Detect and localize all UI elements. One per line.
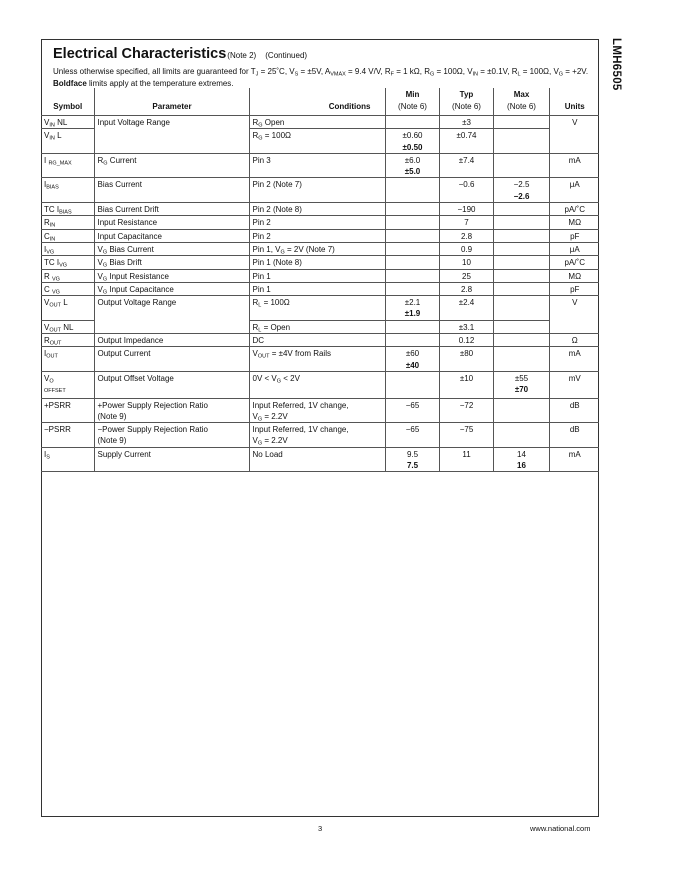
table-row bbox=[41, 269, 599, 282]
parameter-cell: Output Offset Voltage bbox=[94, 371, 249, 398]
conditions-cell: $R_L = 100\Omega$ bbox=[249, 296, 385, 321]
symbol-cell: +PSRR bbox=[41, 398, 94, 423]
symbol-cell: −PSRR bbox=[41, 423, 94, 448]
parameter-cell: Input Voltage Range bbox=[94, 116, 249, 154]
parameter-cell: Output Impedance bbox=[94, 334, 249, 347]
symbol-cell: $V_{OUT}$ NL bbox=[41, 320, 94, 333]
max-cell bbox=[493, 203, 549, 216]
header-symbol: Symbol bbox=[41, 88, 94, 116]
units-cell: dB bbox=[549, 398, 599, 423]
conditions-cell: $R_G = 100\Omega$ bbox=[249, 129, 385, 154]
parameter-cell: $V_G$ Input Capacitance bbox=[94, 282, 249, 295]
max-cell bbox=[493, 229, 549, 242]
max-cell bbox=[493, 334, 549, 347]
units-cell: μA bbox=[549, 178, 599, 203]
parameter-cell: Input Capacitance bbox=[94, 229, 249, 242]
typ-cell: −190 bbox=[439, 203, 493, 216]
symbol-cell: $V_{IN}$ L bbox=[41, 129, 94, 154]
symbol-cell: $R_{OUT}$ bbox=[41, 334, 94, 347]
parameter-cell: Output Voltage Range bbox=[94, 296, 249, 334]
units-cell: mV bbox=[549, 371, 599, 398]
parameter-cell: $R_G$ Current bbox=[94, 153, 249, 178]
parameter-cell: $V_G$ Input Resistance bbox=[94, 269, 249, 282]
typ-cell: 11 bbox=[439, 447, 493, 472]
conditions-cell: $V_{OUT} = \pm 4V$ from Rails bbox=[249, 347, 385, 372]
symbol-cell: $R_{IN}$ bbox=[41, 216, 94, 229]
min-cell: ±2.1 ±1.9 bbox=[385, 296, 439, 321]
symbol-cell: $V_{OUT}$ L bbox=[41, 296, 94, 321]
typ-cell: ±10 bbox=[439, 371, 493, 398]
parameter-cell: Bias Current bbox=[94, 178, 249, 203]
min-cell bbox=[385, 116, 439, 129]
symbol-cell: I $_{RG\_MAX}$ bbox=[41, 153, 94, 178]
min-cell bbox=[385, 203, 439, 216]
table-row bbox=[41, 242, 599, 255]
conditions-cell: Pin 1, $V_G = 2V$ (Note 7) bbox=[249, 242, 385, 255]
min-cell bbox=[385, 334, 439, 347]
typ-cell: 25 bbox=[439, 269, 493, 282]
min-cell bbox=[385, 178, 439, 203]
table-row bbox=[41, 447, 599, 472]
min-cell bbox=[385, 320, 439, 333]
units-cell: MΩ bbox=[549, 269, 599, 282]
typ-cell: −75 bbox=[439, 423, 493, 448]
conditions-cell: $R_G$ Open bbox=[249, 116, 385, 129]
typ-cell: 2.8 bbox=[439, 229, 493, 242]
table-row bbox=[41, 347, 599, 372]
typ-cell: −72 bbox=[439, 398, 493, 423]
symbol-cell: R $_{VG}$ bbox=[41, 269, 94, 282]
conditions-cell: Pin 2 bbox=[249, 229, 385, 242]
conditions-cell: Pin 2 bbox=[249, 216, 385, 229]
min-cell bbox=[385, 256, 439, 269]
conditions-cell: Pin 2 (Note 7) bbox=[249, 178, 385, 203]
typ-cell: ±80 bbox=[439, 347, 493, 372]
table-row bbox=[41, 116, 599, 129]
conditions-cell: No Load bbox=[249, 447, 385, 472]
max-cell bbox=[493, 153, 549, 178]
header-units: Units bbox=[549, 88, 599, 116]
typ-cell: ±3 bbox=[439, 116, 493, 129]
min-cell bbox=[385, 216, 439, 229]
max-cell: 14 16 bbox=[493, 447, 549, 472]
symbol-cell: $I_S$ bbox=[41, 447, 94, 472]
units-cell: mA bbox=[549, 347, 599, 372]
symbol-cell: $I_{OUT}$ bbox=[41, 347, 94, 372]
symbol-cell: TC $I_{VG}$ bbox=[41, 256, 94, 269]
max-cell: ±55 ±70 bbox=[493, 371, 549, 398]
units-cell: pF bbox=[549, 282, 599, 295]
parameter-cell: $V_G$ Bias Drift bbox=[94, 256, 249, 269]
header-row bbox=[41, 88, 599, 116]
min-cell: 9.5 7.5 bbox=[385, 447, 439, 472]
max-cell bbox=[493, 423, 549, 448]
parameter-cell: Input Resistance bbox=[94, 216, 249, 229]
conditions-cell: Pin 3 bbox=[249, 153, 385, 178]
max-cell bbox=[493, 216, 549, 229]
units-cell: MΩ bbox=[549, 216, 599, 229]
max-cell bbox=[493, 269, 549, 282]
conditions-cell: Input Referred, 1V change, $V_G = 2.2V$ bbox=[249, 398, 385, 423]
header-conditions: Conditions bbox=[249, 88, 385, 116]
section-title: Electrical Characteristics(Note 2) (Continued) bbox=[53, 46, 308, 62]
units-cell: pF bbox=[549, 229, 599, 242]
typ-cell: 0.9 bbox=[439, 242, 493, 255]
max-cell bbox=[493, 282, 549, 295]
symbol-cell: $V_O$ OFFSET bbox=[41, 371, 94, 398]
footer-website: www.national.com bbox=[530, 824, 591, 833]
table-row bbox=[41, 229, 599, 242]
units-cell: V bbox=[549, 296, 599, 334]
conditions-cell: Input Referred, 1V change, $V_G = 2.2V$ bbox=[249, 423, 385, 448]
symbol-cell: $I_{VG}$ bbox=[41, 242, 94, 255]
table-row bbox=[41, 153, 599, 178]
table-row bbox=[41, 282, 599, 295]
table-row bbox=[41, 178, 599, 203]
min-cell bbox=[385, 371, 439, 398]
units-cell: Ω bbox=[549, 334, 599, 347]
conditions-cell: Pin 1 bbox=[249, 282, 385, 295]
table-row bbox=[41, 423, 599, 448]
symbol-cell: $V_{IN}$ NL bbox=[41, 116, 94, 129]
parameter-cell: Output Current bbox=[94, 347, 249, 372]
side-title: LMH6505 bbox=[610, 38, 622, 91]
typ-cell: ±0.74 bbox=[439, 129, 493, 154]
max-cell bbox=[493, 116, 549, 129]
parameter-cell: Bias Current Drift bbox=[94, 203, 249, 216]
conditions-cell: $R_L$ = Open bbox=[249, 320, 385, 333]
header-max: Max (Note 6) bbox=[493, 88, 549, 116]
min-cell: ±0.60 ±0.50 bbox=[385, 129, 439, 154]
header-parameter: Parameter bbox=[94, 88, 249, 116]
units-cell: μA bbox=[549, 242, 599, 255]
typ-cell: ±2.4 bbox=[439, 296, 493, 321]
max-cell bbox=[493, 129, 549, 154]
max-cell bbox=[493, 242, 549, 255]
units-cell: pA/˚C bbox=[549, 256, 599, 269]
header-typ: Typ (Note 6) bbox=[439, 88, 493, 116]
min-cell bbox=[385, 242, 439, 255]
symbol-cell: $C_{IN}$ bbox=[41, 229, 94, 242]
conditions-cell: DC bbox=[249, 334, 385, 347]
table-row bbox=[41, 296, 599, 321]
typ-cell: ±3.1 bbox=[439, 320, 493, 333]
symbol-cell: TC $I_{BIAS}$ bbox=[41, 203, 94, 216]
units-cell: pA/˚C bbox=[549, 203, 599, 216]
units-cell: V bbox=[549, 116, 599, 154]
conditions-cell: Pin 1 bbox=[249, 269, 385, 282]
table-row bbox=[41, 371, 599, 398]
min-cell: −65 bbox=[385, 423, 439, 448]
parameter-cell: +Power Supply Rejection Ratio (Note 9) bbox=[94, 398, 249, 423]
units-cell: dB bbox=[549, 423, 599, 448]
min-cell: ±6.0 ±5.0 bbox=[385, 153, 439, 178]
symbol-cell: C $_{VG}$ bbox=[41, 282, 94, 295]
conditions-cell: $0V < V_G < 2V$ bbox=[249, 371, 385, 398]
min-cell bbox=[385, 229, 439, 242]
units-cell: mA bbox=[549, 153, 599, 178]
min-cell bbox=[385, 282, 439, 295]
header-min: Min (Note 6) bbox=[385, 88, 439, 116]
table-row bbox=[41, 256, 599, 269]
conditions-cell: Pin 1 (Note 8) bbox=[249, 256, 385, 269]
table-row bbox=[41, 398, 599, 423]
max-cell bbox=[493, 320, 549, 333]
typ-cell: ±7.4 bbox=[439, 153, 493, 178]
symbol-cell: $I_{BIAS}$ bbox=[41, 178, 94, 203]
min-cell: ±60 ±40 bbox=[385, 347, 439, 372]
typ-cell: 7 bbox=[439, 216, 493, 229]
table-row bbox=[41, 203, 599, 216]
conditions-text: Unless otherwise specified, all limits are guaranteed for $T_J$ = 25˚C, $V_S = \pm 5V$, $A_{VMAX} = 9.4$ V/V, $R_F = 1$ kΩ, $R_G = 100\Omega$, $V_{IN} = \pm 0.1V$, $R_L = 100\Omega$, $V_G = +2V$. Boldface limits apply at the temperature extremes. bbox=[53, 67, 589, 88]
max-cell bbox=[493, 256, 549, 269]
table-row bbox=[41, 216, 599, 229]
parameter-cell: Supply Current bbox=[94, 447, 249, 472]
typ-cell: 2.8 bbox=[439, 282, 493, 295]
max-cell bbox=[493, 398, 549, 423]
parameter-cell: −Power Supply Rejection Ratio (Note 9) bbox=[94, 423, 249, 448]
typ-cell: 10 bbox=[439, 256, 493, 269]
max-cell: −2.5 −2.6 bbox=[493, 178, 549, 203]
max-cell bbox=[493, 347, 549, 372]
units-cell: mA bbox=[549, 447, 599, 472]
min-cell bbox=[385, 269, 439, 282]
conditions-cell: Pin 2 (Note 8) bbox=[249, 203, 385, 216]
parameter-cell: $V_G$ Bias Current bbox=[94, 242, 249, 255]
table-row bbox=[41, 334, 599, 347]
page-number: 3 bbox=[318, 824, 323, 833]
max-cell bbox=[493, 296, 549, 321]
electrical-characteristics-table bbox=[41, 88, 599, 472]
typ-cell: 0.12 bbox=[439, 334, 493, 347]
min-cell: −65 bbox=[385, 398, 439, 423]
typ-cell: −0.6 bbox=[439, 178, 493, 203]
